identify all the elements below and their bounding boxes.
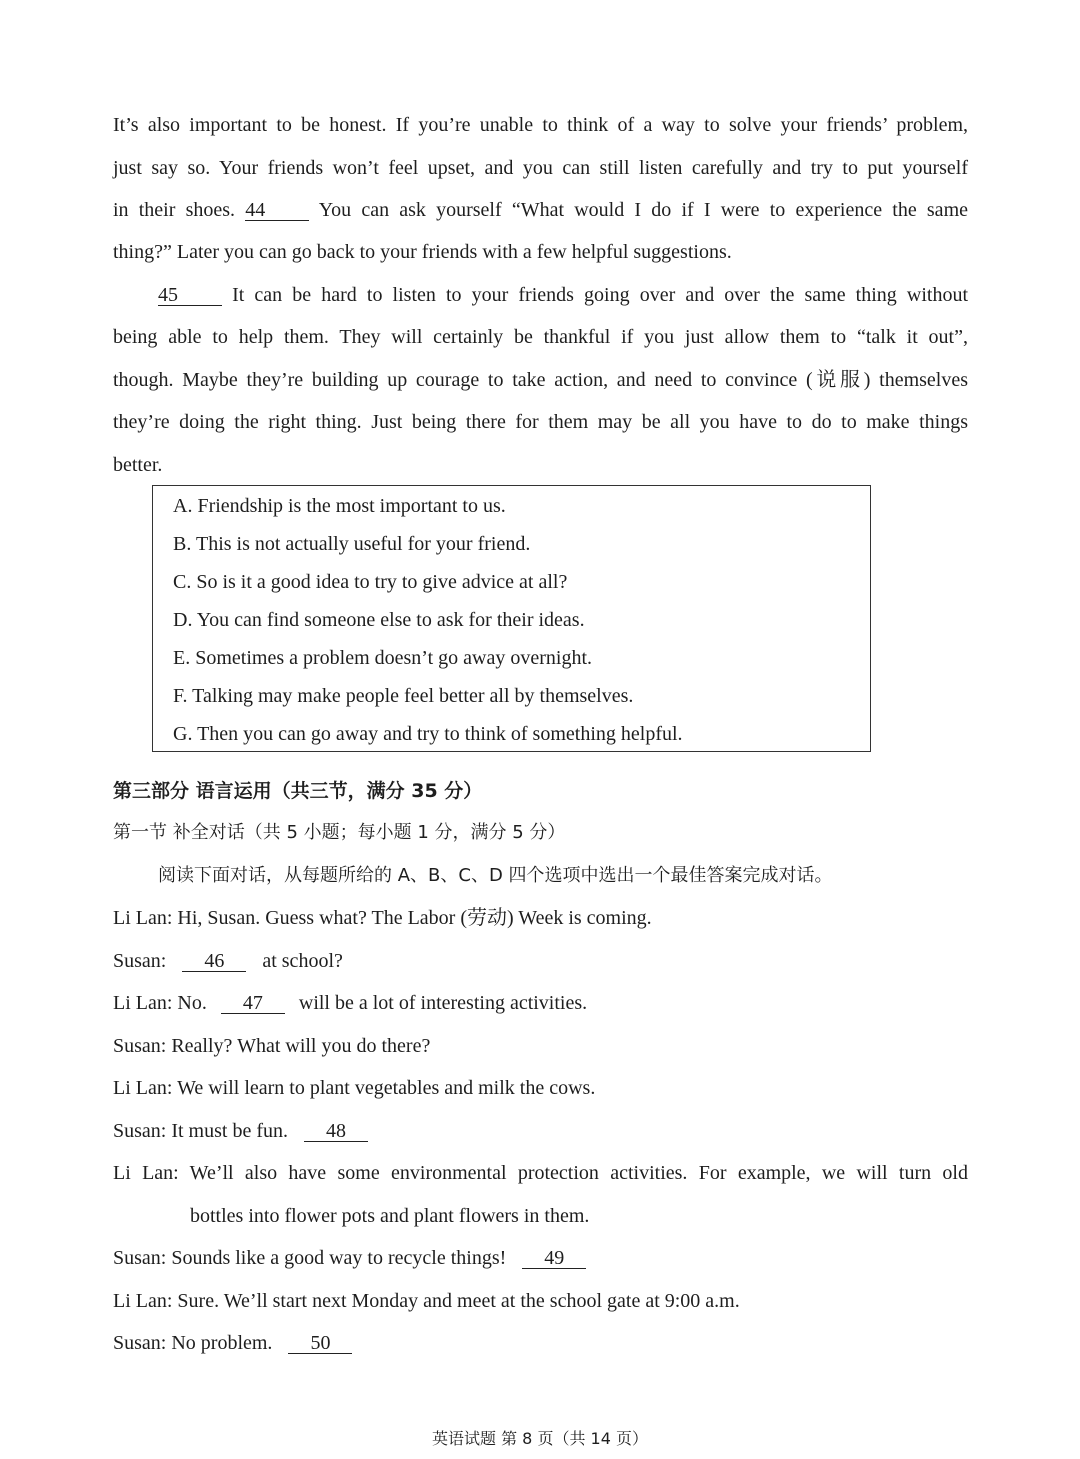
dialogue-line [113, 1331, 352, 1355]
blank-49: 49 [522, 1248, 586, 1269]
dialogue-line: Li Lan: Hi, Susan. Guess what? The Labor (劳动) Week is coming. [113, 907, 652, 929]
passage-line: they’re doing the right thing. Just being there for them may be all you have to do to make things [113, 411, 968, 433]
section-instruction: 阅读下面对话，从每题所给的 A、B、C、D 四个选项中选出一个最佳答案完成对话。 [158, 865, 833, 886]
dialogue-text: at school? [262, 950, 343, 972]
dialogue-text: Li Lan: No. [113, 992, 207, 1014]
passage-line: being able to help them. They will certainly be thankful if you just allow them to “talk it out”, [113, 326, 968, 348]
passage-text: You can ask yourself “What would I do if I were to experience the same [318, 199, 968, 221]
blank-48: 48 [304, 1121, 368, 1142]
option-f: F. Talking may make people feel better all by themselves. [173, 685, 634, 707]
passage-line [113, 198, 968, 222]
blank-46: 46 [182, 951, 246, 972]
option-g: G. Then you can go away and try to think of something helpful. [173, 723, 683, 745]
passage-text: in their shoes. [113, 199, 236, 221]
dialogue-line: bottles into flower pots and plant flowers in them. [190, 1205, 590, 1227]
dialogue-text: will be a lot of interesting activities. [298, 992, 588, 1014]
option-e: E. Sometimes a problem doesn’t go away overnight. [173, 647, 592, 669]
option-b: B. This is not actually useful for your friend. [173, 533, 531, 555]
dialogue-line: Li Lan: We’ll also have some environmental protection activities. For example, we will turn old [113, 1162, 968, 1184]
passage-line: better. [113, 454, 163, 476]
page-footer: 英语试题 第 8 页（共 14 页） [432, 1429, 648, 1448]
passage-line: It’s also important to be honest. If you’re unable to think of a way to solve your friends’ problem, [113, 114, 968, 136]
blank-50: 50 [288, 1333, 352, 1354]
dialogue-text: Susan: It must be fun. [113, 1120, 288, 1142]
dialogue-line [113, 1119, 368, 1143]
dialogue-line: Susan: Really? What will you do there? [113, 1035, 431, 1057]
dialogue-line [113, 1246, 586, 1270]
passage-line [158, 283, 968, 307]
options-box [152, 485, 871, 752]
dialogue-line: Li Lan: Sure. We’ll start next Monday and meet at the school gate at 9:00 a.m. [113, 1290, 740, 1312]
dialogue-line [113, 991, 587, 1015]
blank-47: 47 [221, 993, 285, 1014]
dialogue-text: Susan: No problem. [113, 1332, 273, 1354]
dialogue-text: Susan: Sounds like a good way to recycle things! [113, 1247, 507, 1269]
section-subtitle: 第一节 补全对话（共 5 小题；每小题 1 分，满分 5 分） [113, 822, 566, 843]
option-a: A. Friendship is the most important to us. [173, 495, 506, 517]
passage-line: thing?” Later you can go back to your friends with a few helpful suggestions. [113, 241, 732, 263]
dialogue-line: Li Lan: We will learn to plant vegetables and milk the cows. [113, 1077, 596, 1099]
passage-line: though. Maybe they’re building up courage to take action, and need to convince (说服) themselves [113, 369, 968, 391]
blank-45: 45 [158, 285, 222, 306]
dialogue-line [113, 949, 343, 973]
part-title: 第三部分 语言运用（共三节，满分 35 分） [113, 780, 483, 802]
option-d: D. You can find someone else to ask for their ideas. [173, 609, 585, 631]
dialogue-text: Susan: [113, 950, 167, 972]
passage-line: just say so. Your friends won’t feel upset, and you can still listen carefully and try to put yourself [113, 157, 968, 179]
option-c: C. So is it a good idea to try to give advice at all? [173, 571, 568, 593]
blank-44: 44 [245, 200, 309, 221]
passage-text: It can be hard to listen to your friends going over and over the same thing without [232, 284, 968, 306]
